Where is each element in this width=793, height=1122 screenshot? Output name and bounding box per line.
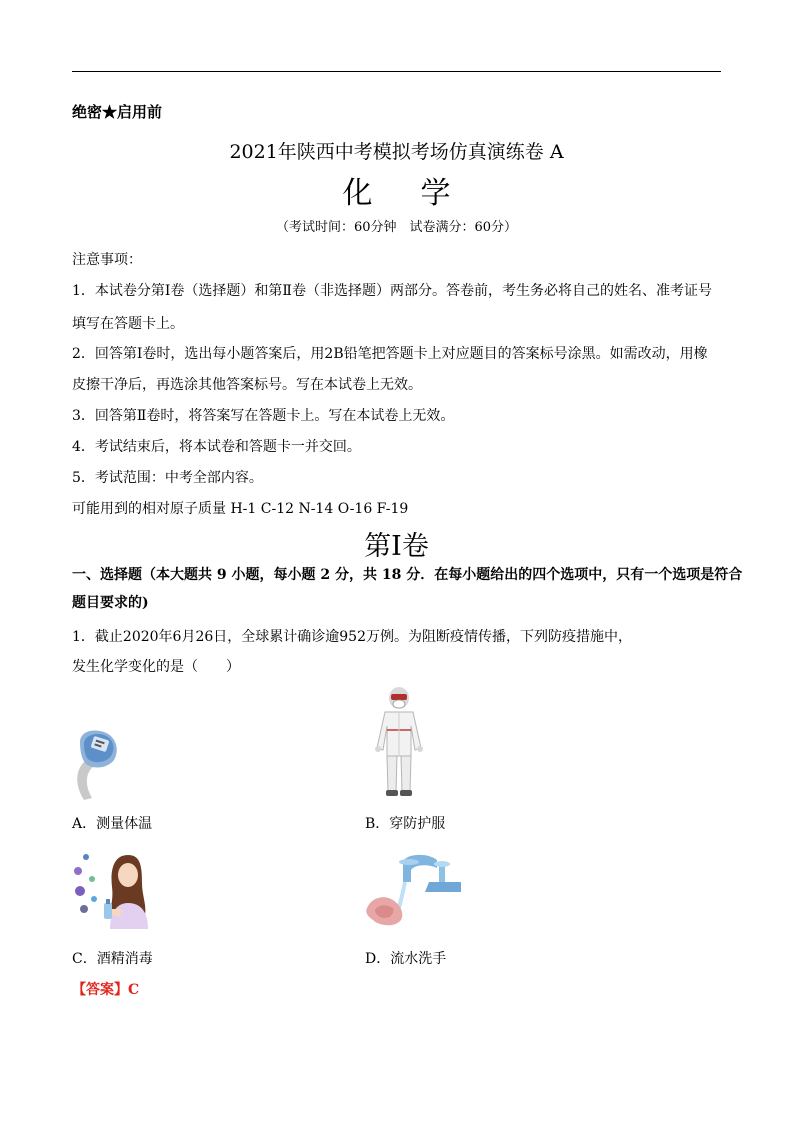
note-line: 1．本试卷分第Ⅰ卷（选择题）和第Ⅱ卷（非选择题）两部分。答卷前，考生务必将自己的姓名、准考证号: [72, 283, 712, 299]
option-d[interactable]: D．流水洗手: [365, 951, 447, 967]
note-line: 5．考试范围：中考全部内容。: [72, 470, 263, 486]
answer-label: 【答案】C: [72, 982, 140, 998]
note-line: 皮擦干净后，再选涂其他答案标号。写在本试卷上无效。: [72, 377, 422, 393]
header-rule: [72, 71, 721, 72]
question-stem-line1: 1．截止2020年6月26日，全球累计确诊逾952万例。为阻断疫情传播，下列防疫措施中，: [72, 629, 632, 645]
notes-heading: 注意事项：: [72, 252, 142, 268]
exam-info: （考试时间：60分钟 试卷满分：60分）: [275, 220, 518, 235]
section-heading-line1: 一、选择题（本大题共 9 小题，每小题 2 分，共 18 分．在每小题给出的四个选项中，只有一个选项是符合: [72, 567, 743, 583]
volume-title: 第Ⅰ卷: [364, 531, 429, 562]
exam-title: 2021年陕西中考模拟考场仿真演练卷 A: [229, 141, 564, 163]
option-a[interactable]: A．测量体温: [72, 816, 153, 832]
note-line: 4．考试结束后，将本试卷和答题卡一并交回。: [72, 439, 361, 455]
atomic-masses: 可能用到的相对原子质量 H-1 C-12 N-14 O-16 F-19: [72, 501, 409, 517]
note-line: 填写在答题卡上。: [72, 316, 184, 332]
protective-suit-icon: [367, 686, 431, 800]
faucet-icon: [365, 852, 465, 928]
disinfect-spray-icon: [70, 847, 164, 929]
section-heading-line2: 题目要求的): [72, 595, 149, 611]
secret-label: 绝密★启用前: [72, 103, 163, 121]
note-line: 2．回答第Ⅰ卷时，选出每小题答案后，用2B铅笔把答题卡上对应题目的答案标号涂黑。如需改动，用橡: [72, 346, 708, 362]
subject-title: [0, 168, 793, 212]
subject-char-1: 化: [342, 176, 373, 211]
thermometer-icon: [70, 726, 122, 802]
subject-char-2: 学: [420, 176, 451, 211]
option-c[interactable]: C．酒精消毒: [72, 951, 153, 967]
note-line: 3．回答第Ⅱ卷时，将答案写在答题卡上。写在本试卷上无效。: [72, 408, 455, 424]
option-b[interactable]: B．穿防护服: [365, 816, 446, 832]
question-stem-line2: 发生化学变化的是（ ）: [72, 659, 240, 675]
